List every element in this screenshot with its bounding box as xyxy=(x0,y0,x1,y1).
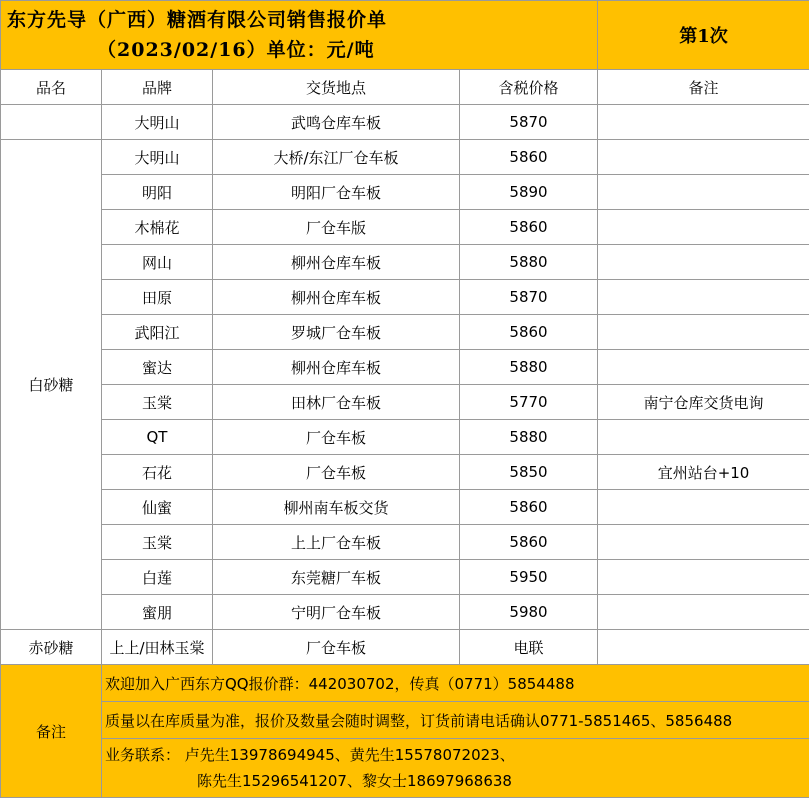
category-cell: 赤砂糖 xyxy=(1,630,102,665)
column-header-price: 含税价格 xyxy=(460,70,598,105)
remark-cell xyxy=(598,210,809,245)
location-cell: 厂仓车板 xyxy=(213,420,460,455)
table-row xyxy=(1,350,809,385)
page-title: 东方先导（广西）糖酒有限公司销售报价单 xyxy=(7,9,388,31)
table-row xyxy=(1,175,809,210)
price-cell: 电联 xyxy=(460,630,598,665)
table-row xyxy=(1,630,809,665)
brand-cell: 田原 xyxy=(102,280,213,315)
price-cell: 5870 xyxy=(460,105,598,140)
brand-cell: 大明山 xyxy=(102,140,213,175)
remark-cell: 南宁仓库交货电询 xyxy=(598,385,809,420)
location-cell: 罗城厂仓车板 xyxy=(213,315,460,350)
title-cell xyxy=(1,1,598,70)
location-cell: 武鸣仓库车板 xyxy=(213,105,460,140)
brand-cell: 玉棠 xyxy=(102,525,213,560)
remark-cell xyxy=(598,490,809,525)
brand-cell: 武阳江 xyxy=(102,315,213,350)
column-header-brand: 品牌 xyxy=(102,70,213,105)
table-row xyxy=(1,525,809,560)
remark-cell xyxy=(598,630,809,665)
remark-cell xyxy=(598,105,809,140)
column-header-category: 品名 xyxy=(1,70,102,105)
brand-cell: QT xyxy=(102,420,213,455)
price-cell: 5770 xyxy=(460,385,598,420)
remark-cell xyxy=(598,420,809,455)
remark-cell xyxy=(598,140,809,175)
location-cell: 宁明厂仓车板 xyxy=(213,595,460,630)
brand-cell: 明阳 xyxy=(102,175,213,210)
remark-cell xyxy=(598,560,809,595)
price-cell: 5980 xyxy=(460,595,598,630)
column-header-location: 交货地点 xyxy=(213,70,460,105)
table-row xyxy=(1,280,809,315)
contacts-line-2: 陈先生15296541207、黎女士18697968638 xyxy=(197,772,512,790)
note-qq-group: 欢迎加入广西东方QQ报价群：442030702，传真（0771）5854488 xyxy=(102,665,809,702)
remark-cell: 宜州站台+10 xyxy=(598,455,809,490)
location-cell: 厂仓车版 xyxy=(213,210,460,245)
brand-cell: 玉棠 xyxy=(102,385,213,420)
remark-cell xyxy=(598,280,809,315)
page-subtitle: （2023/02/16）单位：元/吨 xyxy=(97,39,375,61)
price-cell: 5860 xyxy=(460,490,598,525)
sequence-badge: 第1次 xyxy=(598,1,809,70)
price-cell: 5880 xyxy=(460,245,598,280)
brand-cell: 仙蜜 xyxy=(102,490,213,525)
location-cell: 柳州仓库车板 xyxy=(213,350,460,385)
column-header-remark: 备注 xyxy=(598,70,809,105)
remark-cell xyxy=(598,525,809,560)
table-row xyxy=(1,420,809,455)
price-cell: 5860 xyxy=(460,315,598,350)
remark-cell xyxy=(598,315,809,350)
remark-cell xyxy=(598,595,809,630)
price-cell: 5860 xyxy=(460,140,598,175)
remark-cell xyxy=(598,245,809,280)
price-cell: 5860 xyxy=(460,525,598,560)
table-row xyxy=(1,385,809,420)
brand-cell: 蜜朋 xyxy=(102,595,213,630)
location-cell: 柳州仓库车板 xyxy=(213,245,460,280)
table-row xyxy=(1,245,809,280)
location-cell: 大桥/东江厂仓车板 xyxy=(213,140,460,175)
brand-cell: 网山 xyxy=(102,245,213,280)
price-cell: 5880 xyxy=(460,420,598,455)
price-cell: 5850 xyxy=(460,455,598,490)
table-row xyxy=(1,105,809,140)
note-contacts xyxy=(102,739,809,798)
location-cell: 柳州南车板交货 xyxy=(213,490,460,525)
category-cell xyxy=(1,105,102,140)
price-cell: 5890 xyxy=(460,175,598,210)
brand-cell: 大明山 xyxy=(102,105,213,140)
location-cell: 田林厂仓车板 xyxy=(213,385,460,420)
brand-cell: 白莲 xyxy=(102,560,213,595)
brand-cell: 上上/田林玉棠 xyxy=(102,630,213,665)
location-cell: 上上厂仓车板 xyxy=(213,525,460,560)
price-cell: 5870 xyxy=(460,280,598,315)
location-cell: 柳州仓库车板 xyxy=(213,280,460,315)
category-cell-white-sugar: 白砂糖 xyxy=(1,140,102,630)
location-cell: 厂仓车板 xyxy=(213,630,460,665)
table-row xyxy=(1,595,809,630)
remark-cell xyxy=(598,350,809,385)
table-row xyxy=(1,560,809,595)
table-row xyxy=(1,490,809,525)
brand-cell: 石花 xyxy=(102,455,213,490)
table-row xyxy=(1,455,809,490)
brand-cell: 蜜达 xyxy=(102,350,213,385)
table-row xyxy=(1,210,809,245)
remark-cell xyxy=(598,175,809,210)
table-row xyxy=(1,315,809,350)
price-cell: 5860 xyxy=(460,210,598,245)
notes-label: 备注 xyxy=(1,665,102,798)
price-cell: 5950 xyxy=(460,560,598,595)
note-quality: 质量以在库质量为准，报价及数量会随时调整，订货前请电话确认0771-5851465、5856488 xyxy=(102,702,809,739)
column-header-row xyxy=(1,70,809,105)
table-row xyxy=(1,140,809,175)
location-cell: 明阳厂仓车板 xyxy=(213,175,460,210)
price-cell: 5880 xyxy=(460,350,598,385)
location-cell: 东莞糖厂车板 xyxy=(213,560,460,595)
location-cell: 厂仓车板 xyxy=(213,455,460,490)
contacts-line-1: 业务联系： 卢先生13978694945、黄先生15578072023、 xyxy=(105,746,515,764)
brand-cell: 木棉花 xyxy=(102,210,213,245)
